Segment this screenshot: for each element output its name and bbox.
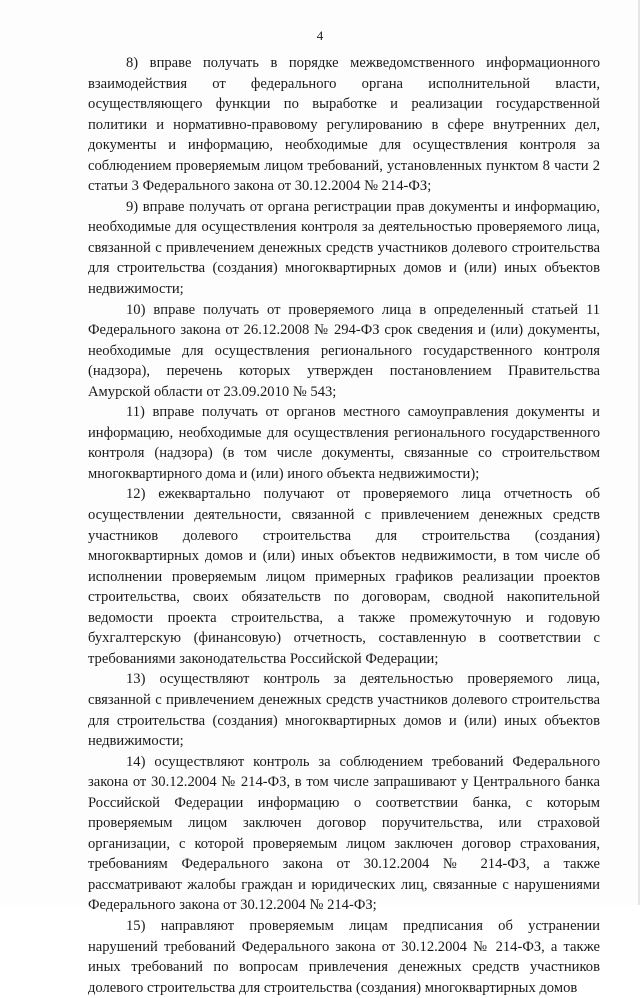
- document-body: [88, 53, 600, 998]
- page-number: 4: [316, 28, 324, 43]
- paragraph-item-13: 13) осуществляют контроль за деятельностью проверяемого лица, связанной с привлечением денежных средств участников долевого строительства для строительства (создания) многоквартирных домов и (или) иных объектов недвижимости;: [88, 671, 600, 750]
- paragraph-item-9: 9) вправе получать от органа регистрации прав документы и информацию, необходимые для осуществления контроля за деятельностью проверяемого лица, связанной с привлечением денежных средств участников долевого строительства для строительства (создания) многоквартирных домов и (или) иных объектов недвижимости;: [88, 198, 600, 298]
- paragraph-item-11: 11) вправе получать от органов местного самоуправления документы и информацию, необходимые для осуществления регионального государственного контроля (надзора) (в том числе документы, связанные со строительством многоквартирного дома и (или) иного объекта недвижимости);: [88, 404, 600, 482]
- paragraph-item-8: 8) вправе получать в порядке межведомственного информационного взаимодействия от федерального органа исполнительной власти, осуществляющего функции по выработке и реализации государственной политики и нормативно-правовому регулированию в сфере внутренних дел, документы и информацию, необходимые для осуществления контроля за соблюдением проверяемым лицом требований, установленных пунктом 8 части 2 статьи 3 Федерального закона от 30.12.2004 № 214-ФЗ;: [88, 55, 600, 195]
- paragraph-item-15: 15) направляют проверяемым лицам предписания об устранении нарушений требований Федерального закона от 30.12.2004 № 214-ФЗ, а также иных требований по вопросам привлечения денежных средств участников долевого строительства для строительства (создания) многоквартирных домов: [88, 917, 600, 996]
- paragraph-item-14: 14) осуществляют контроль за соблюдением требований Федерального закона от 30.12.2004 № 214-ФЗ, в том числе запрашивают у Центрального банка Российской Федерации информацию о соответствии банка, с которым проверяемым лицом заключен договор поручительства, или страховой организации, с которой проверяемым лицом заключен договор страхования, требованиям Федерального закона от 30.12.2004 № 214-ФЗ, а также рассматривают жалобы граждан и юридических лиц, связанные с нарушениями Федерального закона от 30.12.2004 № 214-ФЗ;: [88, 753, 600, 914]
- paragraph-item-10: 10) вправе получать от проверяемого лица в определенный статьей 11 Федерального закона от 26.12.2008 № 294-ФЗ срок сведения и (или) документы, необходимые для осуществления регионального государственного контроля (надзора), перечень которых утвержден постановлением Правительства Амурской области от 23.09.2010 № 543;: [88, 301, 600, 400]
- paragraph-item-12: 12) ежеквартально получают от проверяемого лица отчетность об осуществлении деятельности, связанной с привлечением денежных средств участников долевого строительства для строительства (создания) многоквартирных домов и (или) иных объектов недвижимости, в том числе об исполнении проверяемым лицом примерных графиков реализации проектов строительства, своих обязательств по договорам, сводной накопительной ведомости проекта строительства, а также промежуточную и годовую бухгалтерскую (финансовую) отчетность, составленную в соответствии с требованиями законодательства Российской Федерации;: [88, 486, 600, 667]
